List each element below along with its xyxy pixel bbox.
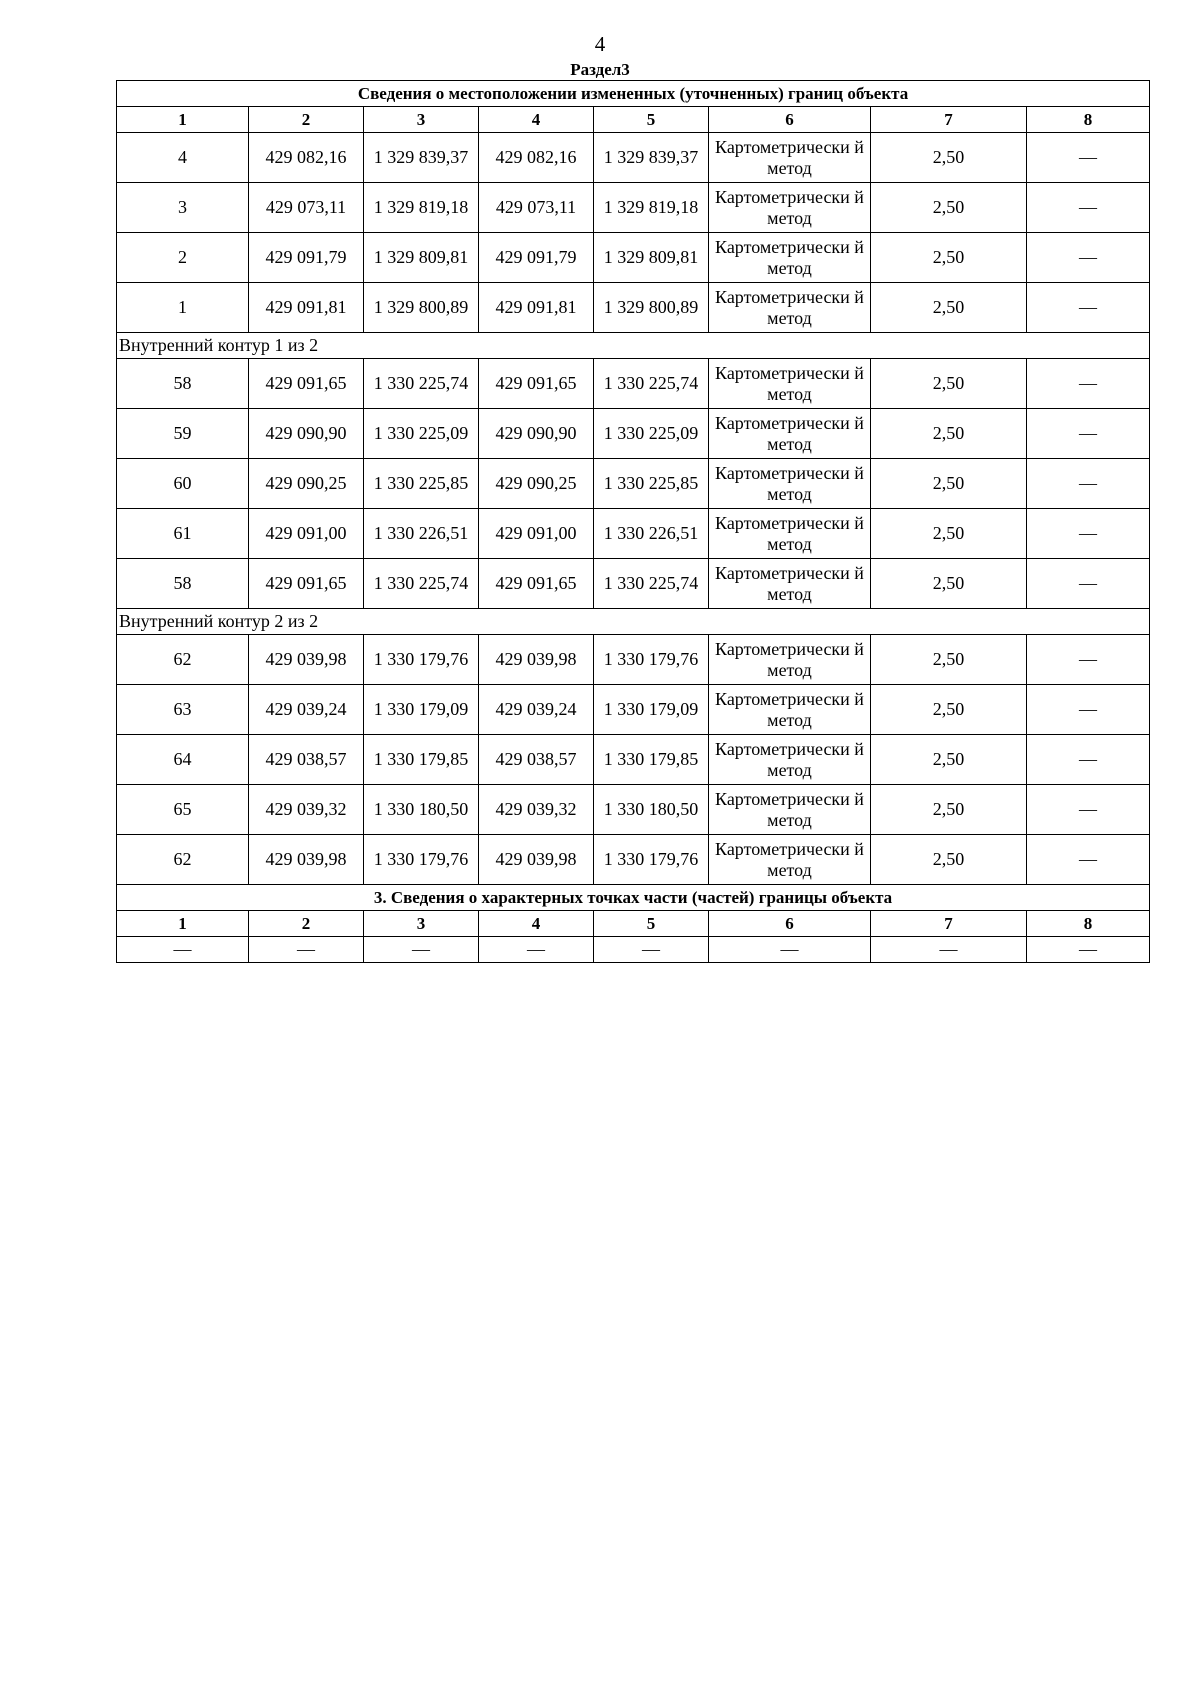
- x-coordinate-cell: 429 073,11: [479, 183, 594, 233]
- y-coordinate-cell: 1 330 179,76: [364, 635, 479, 685]
- description-cell: —: [1027, 359, 1150, 409]
- point-number-cell: 1: [117, 283, 249, 333]
- y-coordinate-cell: 1 330 180,50: [594, 785, 709, 835]
- x-coordinate-cell: 429 039,32: [249, 785, 364, 835]
- point-number-cell: 63: [117, 685, 249, 735]
- y-coordinate-cell: 1 329 839,37: [594, 133, 709, 183]
- page-number: 4: [594, 32, 606, 56]
- y-coordinate-cell: 1 330 179,09: [594, 685, 709, 735]
- y-coordinate-cell: 1 330 225,09: [364, 409, 479, 459]
- point-number-cell: 65: [117, 785, 249, 835]
- point-number-cell: 4: [117, 133, 249, 183]
- y-coordinate-cell: 1 329 839,37: [364, 133, 479, 183]
- x-coordinate-cell: 429 082,16: [479, 133, 594, 183]
- accuracy-cell: 2,50: [871, 283, 1027, 333]
- x-coordinate-cell: 429 091,65: [249, 359, 364, 409]
- table1-caption-row: [117, 81, 1150, 107]
- column-number: 8: [1027, 911, 1150, 937]
- y-coordinate-cell: 1 330 179,85: [594, 735, 709, 785]
- accuracy-cell: 2,50: [871, 559, 1027, 609]
- y-coordinate-cell: 1 330 179,76: [594, 835, 709, 885]
- y-coordinate-cell: 1 330 226,51: [364, 509, 479, 559]
- accuracy-cell: 2,50: [871, 233, 1027, 283]
- table-caption: Сведения о местоположении измененных (уточненных) границ объекта: [117, 81, 1150, 107]
- accuracy-cell: 2,50: [871, 635, 1027, 685]
- coordinates-table: [116, 80, 1150, 963]
- section-title: Раздел3: [570, 60, 630, 79]
- method-cell: Картометрически й метод: [709, 409, 871, 459]
- x-coordinate-cell: 429 090,90: [479, 409, 594, 459]
- empty-cell: —: [249, 937, 364, 963]
- accuracy-cell: 2,50: [871, 409, 1027, 459]
- column-number: 1: [117, 107, 249, 133]
- column-number: 3: [364, 107, 479, 133]
- column-number: 5: [594, 911, 709, 937]
- point-number-cell: 62: [117, 835, 249, 885]
- description-cell: —: [1027, 183, 1150, 233]
- contour-heading-row: [117, 333, 1150, 359]
- x-coordinate-cell: 429 090,90: [249, 409, 364, 459]
- description-cell: —: [1027, 685, 1150, 735]
- x-coordinate-cell: 429 039,98: [249, 635, 364, 685]
- accuracy-cell: 2,50: [871, 785, 1027, 835]
- x-coordinate-cell: 429 091,65: [479, 559, 594, 609]
- point-number-cell: 58: [117, 359, 249, 409]
- column-number-row: [117, 911, 1150, 937]
- y-coordinate-cell: 1 330 225,85: [594, 459, 709, 509]
- method-cell: Картометрически й метод: [709, 233, 871, 283]
- accuracy-cell: 2,50: [871, 735, 1027, 785]
- accuracy-cell: 2,50: [871, 133, 1027, 183]
- accuracy-cell: 2,50: [871, 685, 1027, 735]
- table-row: [117, 937, 1150, 963]
- table-row: [117, 359, 1150, 409]
- x-coordinate-cell: 429 039,98: [249, 835, 364, 885]
- column-number: 6: [709, 911, 871, 937]
- column-number: 7: [871, 107, 1027, 133]
- x-coordinate-cell: 429 091,65: [479, 359, 594, 409]
- x-coordinate-cell: 429 039,24: [249, 685, 364, 735]
- method-cell: Картометрически й метод: [709, 685, 871, 735]
- point-number-cell: 3: [117, 183, 249, 233]
- y-coordinate-cell: 1 330 179,76: [594, 635, 709, 685]
- contour-heading-row: [117, 609, 1150, 635]
- table-row: [117, 409, 1150, 459]
- empty-cell: —: [364, 937, 479, 963]
- x-coordinate-cell: 429 091,00: [249, 509, 364, 559]
- description-cell: —: [1027, 785, 1150, 835]
- empty-cell: —: [709, 937, 871, 963]
- y-coordinate-cell: 1 329 800,89: [364, 283, 479, 333]
- table2-caption-row: [117, 885, 1150, 911]
- contour-heading: Внутренний контур 2 из 2: [117, 609, 1150, 635]
- method-cell: Картометрически й метод: [709, 635, 871, 685]
- description-cell: —: [1027, 559, 1150, 609]
- description-cell: —: [1027, 459, 1150, 509]
- y-coordinate-cell: 1 329 819,18: [364, 183, 479, 233]
- column-number-row: [117, 107, 1150, 133]
- table-caption: 3. Сведения о характерных точках части (частей) границы объекта: [117, 885, 1150, 911]
- method-cell: Картометрически й метод: [709, 835, 871, 885]
- y-coordinate-cell: 1 330 225,09: [594, 409, 709, 459]
- point-number-cell: 61: [117, 509, 249, 559]
- point-number-cell: 59: [117, 409, 249, 459]
- empty-cell: —: [479, 937, 594, 963]
- x-coordinate-cell: 429 038,57: [249, 735, 364, 785]
- coordinates-table-body: [117, 81, 1150, 963]
- x-coordinate-cell: 429 090,25: [249, 459, 364, 509]
- point-number-cell: 64: [117, 735, 249, 785]
- column-number: 4: [479, 911, 594, 937]
- description-cell: —: [1027, 133, 1150, 183]
- table-row: [117, 635, 1150, 685]
- table-row: [117, 685, 1150, 735]
- point-number-cell: 60: [117, 459, 249, 509]
- x-coordinate-cell: 429 082,16: [249, 133, 364, 183]
- column-number: 2: [249, 911, 364, 937]
- x-coordinate-cell: 429 091,81: [249, 283, 364, 333]
- method-cell: Картометрически й метод: [709, 359, 871, 409]
- table-row: [117, 183, 1150, 233]
- x-coordinate-cell: 429 039,32: [479, 785, 594, 835]
- description-cell: —: [1027, 735, 1150, 785]
- table-row: [117, 509, 1150, 559]
- description-cell: —: [1027, 509, 1150, 559]
- column-number: 6: [709, 107, 871, 133]
- empty-cell: —: [871, 937, 1027, 963]
- table-row: [117, 459, 1150, 509]
- x-coordinate-cell: 429 091,79: [249, 233, 364, 283]
- method-cell: Картометрически й метод: [709, 509, 871, 559]
- point-number-cell: 2: [117, 233, 249, 283]
- contour-heading: Внутренний контур 1 из 2: [117, 333, 1150, 359]
- accuracy-cell: 2,50: [871, 835, 1027, 885]
- table-row: [117, 283, 1150, 333]
- x-coordinate-cell: 429 091,79: [479, 233, 594, 283]
- table-row: [117, 559, 1150, 609]
- column-number: 7: [871, 911, 1027, 937]
- y-coordinate-cell: 1 330 225,85: [364, 459, 479, 509]
- method-cell: Картометрически й метод: [709, 133, 871, 183]
- table-row: [117, 233, 1150, 283]
- x-coordinate-cell: 429 039,98: [479, 635, 594, 685]
- x-coordinate-cell: 429 038,57: [479, 735, 594, 785]
- empty-cell: —: [1027, 937, 1150, 963]
- x-coordinate-cell: 429 091,00: [479, 509, 594, 559]
- accuracy-cell: 2,50: [871, 359, 1027, 409]
- y-coordinate-cell: 1 329 819,18: [594, 183, 709, 233]
- y-coordinate-cell: 1 330 225,74: [364, 359, 479, 409]
- point-number-cell: 58: [117, 559, 249, 609]
- method-cell: Картометрически й метод: [709, 735, 871, 785]
- description-cell: —: [1027, 233, 1150, 283]
- point-number-cell: 62: [117, 635, 249, 685]
- x-coordinate-cell: 429 039,24: [479, 685, 594, 735]
- method-cell: Картометрически й метод: [709, 283, 871, 333]
- y-coordinate-cell: 1 330 179,85: [364, 735, 479, 785]
- column-number: 2: [249, 107, 364, 133]
- description-cell: —: [1027, 409, 1150, 459]
- x-coordinate-cell: 429 073,11: [249, 183, 364, 233]
- method-cell: Картометрически й метод: [709, 459, 871, 509]
- y-coordinate-cell: 1 330 179,76: [364, 835, 479, 885]
- method-cell: Картометрически й метод: [709, 559, 871, 609]
- y-coordinate-cell: 1 329 800,89: [594, 283, 709, 333]
- column-number: 5: [594, 107, 709, 133]
- description-cell: —: [1027, 835, 1150, 885]
- column-number: 8: [1027, 107, 1150, 133]
- table-row: [117, 735, 1150, 785]
- column-number: 1: [117, 911, 249, 937]
- column-number: 4: [479, 107, 594, 133]
- y-coordinate-cell: 1 330 225,74: [594, 559, 709, 609]
- y-coordinate-cell: 1 330 226,51: [594, 509, 709, 559]
- y-coordinate-cell: 1 330 225,74: [594, 359, 709, 409]
- y-coordinate-cell: 1 329 809,81: [364, 233, 479, 283]
- description-cell: —: [1027, 283, 1150, 333]
- table-row: [117, 785, 1150, 835]
- accuracy-cell: 2,50: [871, 459, 1027, 509]
- description-cell: —: [1027, 635, 1150, 685]
- x-coordinate-cell: 429 091,81: [479, 283, 594, 333]
- x-coordinate-cell: 429 090,25: [479, 459, 594, 509]
- y-coordinate-cell: 1 329 809,81: [594, 233, 709, 283]
- y-coordinate-cell: 1 330 225,74: [364, 559, 479, 609]
- empty-cell: —: [117, 937, 249, 963]
- method-cell: Картометрически й метод: [709, 183, 871, 233]
- x-coordinate-cell: 429 091,65: [249, 559, 364, 609]
- empty-cell: —: [594, 937, 709, 963]
- y-coordinate-cell: 1 330 180,50: [364, 785, 479, 835]
- table-row: [117, 133, 1150, 183]
- y-coordinate-cell: 1 330 179,09: [364, 685, 479, 735]
- accuracy-cell: 2,50: [871, 183, 1027, 233]
- x-coordinate-cell: 429 039,98: [479, 835, 594, 885]
- column-number: 3: [364, 911, 479, 937]
- table-row: [117, 835, 1150, 885]
- accuracy-cell: 2,50: [871, 509, 1027, 559]
- method-cell: Картометрически й метод: [709, 785, 871, 835]
